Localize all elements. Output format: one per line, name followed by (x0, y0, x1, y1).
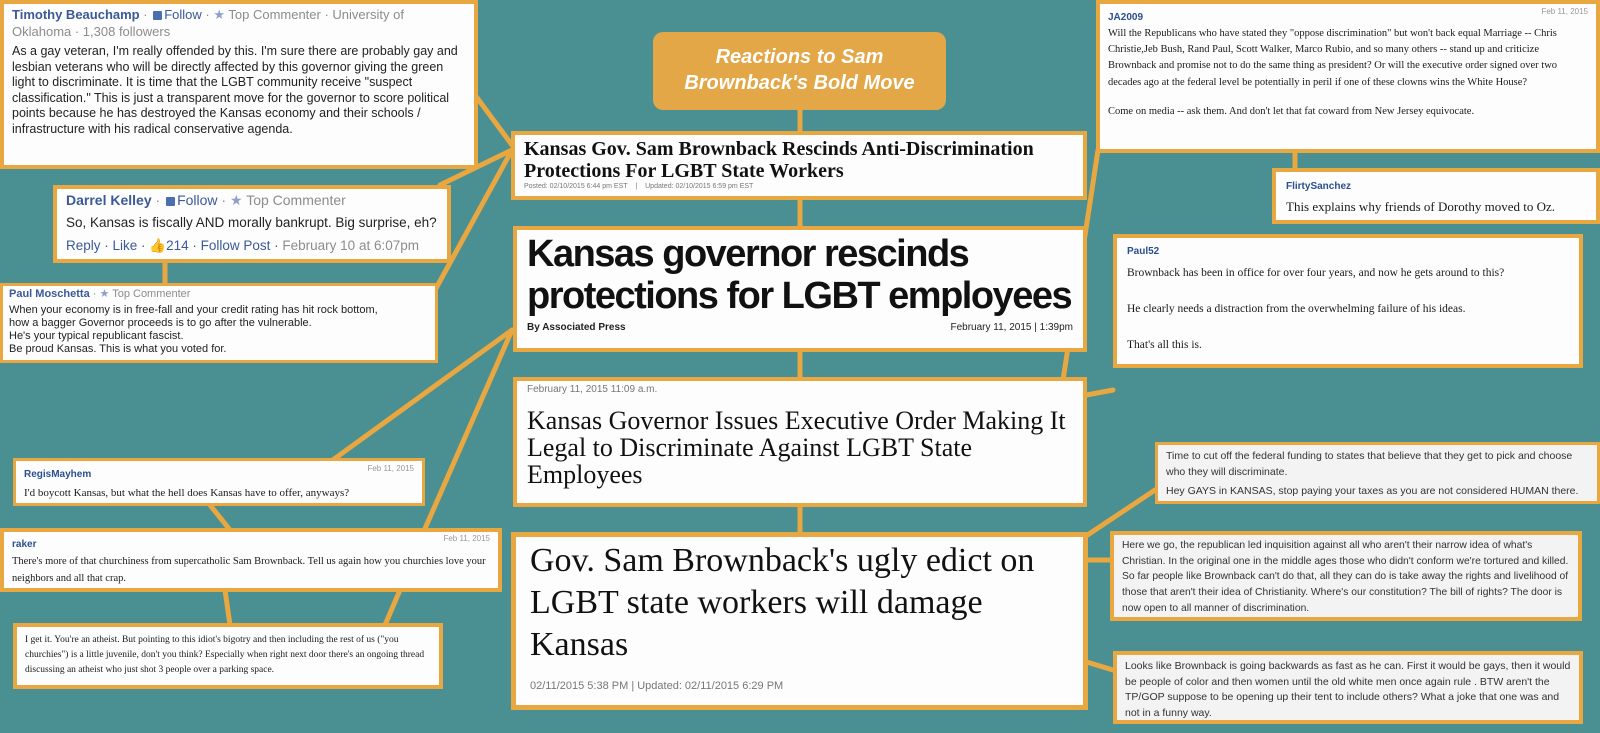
like-count: 214 (166, 238, 189, 253)
headline-title[interactable]: Kansas governor rescinds protections for LGBT employees (527, 233, 1072, 317)
commenter-name[interactable]: FlirtySanchez (1286, 181, 1352, 192)
follow-post-link[interactable]: Follow Post (200, 238, 271, 253)
comment-card (1113, 651, 1583, 724)
commenter-name[interactable]: RegisMayhem (24, 469, 92, 480)
headline-card-editorial (511, 532, 1088, 710)
comment-text: Looks like Brownback is going backwards as fast as he can. First it would be gays, then it would be people of color and then women until the old white men once again rule . BTW aren't the TP/GOP suppose to be opening up their tent to include others? What a joke that one was and not in a funny way. (1125, 660, 1571, 719)
headline-title[interactable]: Gov. Sam Brownback's ugly edict on LGBT state workers will damage Kansas (530, 542, 1035, 663)
headline-title[interactable]: Kansas Governor Issues Executive Order Making It Legal to Discriminate Against LGBT State Employees (527, 406, 1066, 489)
comment-text: Be proud Kansas. This is what you voted for. (9, 343, 227, 355)
comment-card (13, 458, 425, 506)
comment-date: Feb 11, 2015 (367, 464, 414, 473)
star-icon: ★ (213, 7, 225, 22)
comment-text: There's more of that churchiness from supercatholic Sam Brownback. Tell us again how you churchies love your neighbors and all that crap. (12, 556, 486, 584)
headline-card-ap (513, 226, 1087, 352)
star-icon: ★ (99, 288, 110, 300)
connector (225, 590, 230, 625)
comment-timestamp[interactable]: February 10 at 6:07pm (282, 238, 419, 253)
comment-text: So, Kansas is fiscally AND morally bankrupt. Big surprise, eh? (66, 215, 437, 230)
commenter-name[interactable]: raker (12, 539, 37, 550)
comment-text: I get it. You're an atheist. But pointing to this idiot's bigotry and then including the rest of us ("you churchies") is a little juvenile, don't you think? Especially when right next door there's an ongoing thread discussing an atheist who just shot 3 people over a parking space. (25, 635, 425, 675)
separator: · (217, 192, 230, 208)
byline: By Associated Press (527, 322, 626, 333)
comment-text: As a gay veteran, I'm really offended by this. I'm sure there are probably gay and lesbian veterans who will be directly affected by this governor giving the green light to discriminate. It is time that the LGBT community receive "suspect classification." This is just a transparent move for the governor to score political points because he has destroyed the Kansas economy and their schools / infrastructure with his radical conservative agenda. (12, 44, 458, 136)
commenter-name[interactable]: Darrel Kelley (66, 192, 152, 208)
comment-text: Come on media -- ask them. And don't let that fat coward from New Jersey equivocate. (1108, 105, 1475, 117)
follow-link[interactable]: Follow (177, 192, 218, 208)
commenter-name[interactable]: Paul Moschetta (9, 288, 90, 300)
comment-text: Will the Republicans who have stated they "oppose discrimination" but won't back equal Marriage -- Chris Christie,Jeb Bush, Rand Paul, Scott Walker, Marco Rubio, and so many others -- stand up and criticize Brownback and promise not to do the same thing as president? Or will the executive order signed over two decades ago at the federal level be potentially in peril if one of these clowns wins the White House? (1108, 28, 1558, 88)
comment-card: Darrel Kelley · Follow · ★ Top Commenter So, Kansas is fiscally AND morally bankrupt. Big surprise, eh? Reply · Like · 👍214 · Follow Post · February 10 at 6:07pm (53, 185, 451, 263)
comment-card (13, 623, 443, 689)
comment-card (1110, 531, 1582, 621)
reply-link[interactable]: Reply (66, 238, 101, 253)
top-commenter-badge: Top Commenter (246, 192, 346, 208)
star-icon: ★ (229, 192, 243, 208)
commenter-affiliation: · University of Oklahoma · 1,308 followers (12, 7, 404, 39)
comment-text: He's your typical republicant fascist. (9, 330, 184, 342)
headline-card-exec-order (513, 377, 1087, 507)
headline-card-huffpost: Kansas Gov. Sam Brownback Rescinds Anti-Discrimination Protections For LGBT State Workers Posted: 02/10/2015 6:44 pm EST | Updated: 02/10/2015 6:59 pm EST (511, 131, 1087, 200)
comment-date: Feb 11, 2015 (1541, 7, 1588, 16)
comment-card (1272, 168, 1600, 224)
connector (475, 95, 512, 145)
separator: · (89, 288, 100, 300)
headline-title[interactable]: Kansas Gov. Sam Brownback Rescinds Anti-Discrimination Protections For LGBT State Workers (524, 138, 1034, 182)
top-commenter-badge: Top Commenter (228, 7, 321, 22)
connector (385, 590, 400, 625)
rss-follow-icon (153, 11, 162, 20)
commenter-name[interactable]: Timothy Beauchamp (12, 7, 140, 22)
separator: · (139, 7, 152, 22)
thumbs-up-icon: 👍 (149, 238, 167, 253)
publish-date: 02/11/2015 5:38 PM | Updated: 02/11/2015 6:29 PM (530, 680, 784, 692)
top-commenter-badge: Top Commenter (112, 288, 191, 300)
comment-card (1096, 0, 1600, 153)
comment-card (1155, 442, 1600, 504)
comment-text: how a bagger Governor proceeds is to go after the vulnerable. (9, 317, 312, 329)
comment-text: Brownback has been in office for over four years, and now he gets around to this? (1127, 267, 1505, 279)
comment-text: Time to cut off the federal funding to states that believe that they get to pick and choose who they will discriminate. (1166, 450, 1573, 478)
comment-text: Here we go, the republican led inquisition against all who aren't their narrow idea of what's Christian. In the original one in the middle ages those who didn't conform we're tortured and killed. So far people like Brownback can't do that, all they can do is take away the rights and livelihood of those that aren't their idea of Christianity. Where's our constitution? The bill of rights? The door is now open to all manner of discrimination. (1122, 540, 1569, 614)
separator: · (201, 7, 214, 22)
comment-text: When your economy is in free-fall and your credit rating has hit rock bottom, (9, 304, 378, 316)
collage-title: Reactions to Sam Brownback's Bold Move (653, 32, 946, 110)
like-link[interactable]: Like (112, 238, 138, 253)
comment-text: Hey GAYS in KANSAS, stop paying your taxes as you are not considered HUMAN there. (1166, 485, 1579, 497)
publish-date: February 11, 2015 11:09 a.m. (527, 384, 658, 395)
posted-timestamp: Posted: 02/10/2015 6:44 pm EST (524, 183, 628, 190)
rss-follow-icon (166, 197, 175, 206)
comment-text: That's all this is. (1127, 339, 1202, 351)
comment-card (0, 283, 438, 363)
updated-timestamp: Updated: 02/10/2015 6:59 pm EST (645, 183, 754, 190)
connector (210, 505, 230, 530)
follow-link[interactable]: Follow (164, 7, 202, 22)
comment-card (1113, 234, 1583, 368)
commenter-name[interactable]: JA2009 (1108, 12, 1144, 23)
commenter-name[interactable]: Paul52 (1127, 246, 1160, 257)
comment-text: I'd boycott Kansas, but what the hell does Kansas have to offer, anyways? (24, 487, 350, 499)
comment-card (0, 0, 478, 169)
comment-text: This explains why friends of Dorothy moved to Oz. (1286, 199, 1555, 214)
publish-date: February 11, 2015 | 1:39pm (950, 322, 1073, 333)
comment-date: Feb 11, 2015 (443, 534, 490, 543)
comment-card (0, 528, 502, 592)
separator: · (151, 192, 165, 208)
comment-text: He clearly needs a distraction from the overwhelming failure of his ideas. (1127, 303, 1466, 315)
